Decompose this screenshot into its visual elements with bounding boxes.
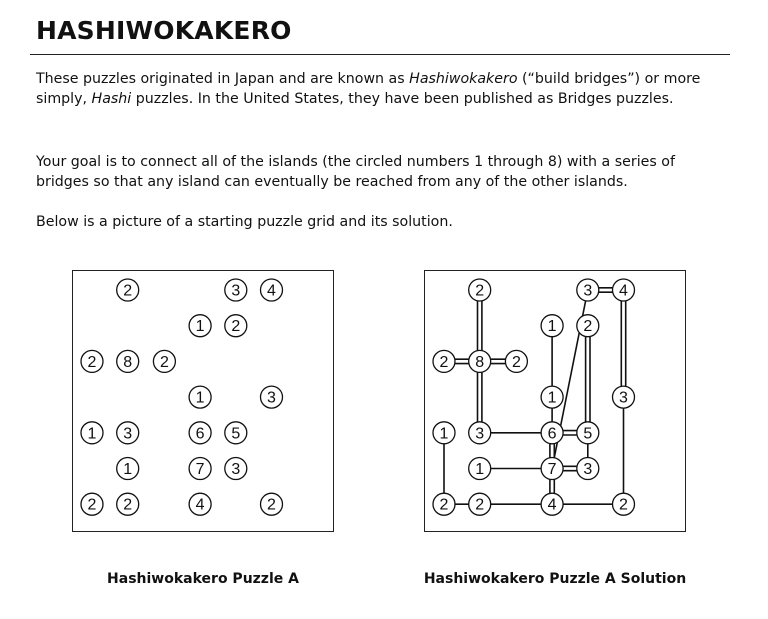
island-l xyxy=(117,422,139,444)
island-o xyxy=(117,458,139,480)
intro-paragraph-origin xyxy=(36,69,726,109)
island-g xyxy=(469,350,491,372)
solution-grid xyxy=(424,270,686,532)
island-b xyxy=(225,279,247,301)
island-number: 1 xyxy=(87,425,97,443)
island-p xyxy=(189,458,211,480)
island-number: 8 xyxy=(123,353,133,371)
island-q xyxy=(225,458,247,480)
island-number: 4 xyxy=(547,496,557,514)
island-number: 6 xyxy=(195,425,205,443)
island-r xyxy=(433,493,455,515)
island-number: 3 xyxy=(123,425,133,443)
island-number: 2 xyxy=(87,353,97,371)
island-e xyxy=(577,315,599,337)
island-number: 2 xyxy=(439,496,449,514)
island-number: 2 xyxy=(231,318,241,336)
island-e xyxy=(225,315,247,337)
island-h xyxy=(153,350,175,372)
island-number: 2 xyxy=(123,496,133,514)
island-number: 5 xyxy=(583,425,593,443)
island-number: 2 xyxy=(583,318,593,336)
island-q xyxy=(577,458,599,480)
island-number: 6 xyxy=(547,425,557,443)
island-number: 3 xyxy=(619,389,628,407)
title-divider xyxy=(30,54,730,55)
island-k xyxy=(433,422,455,444)
island-t xyxy=(541,493,563,515)
island-number: 4 xyxy=(267,282,276,300)
island-u xyxy=(613,493,635,515)
island-m xyxy=(541,422,563,444)
island-u xyxy=(261,493,283,515)
island-number: 1 xyxy=(547,389,557,407)
island-number: 1 xyxy=(547,318,557,336)
island-number: 3 xyxy=(583,282,593,300)
island-number: 2 xyxy=(475,496,485,514)
island-number: 2 xyxy=(439,353,449,371)
island-number: 3 xyxy=(267,389,276,407)
island-l xyxy=(469,422,491,444)
island-s xyxy=(469,493,491,515)
island-number: 8 xyxy=(475,353,485,371)
island-b xyxy=(577,279,599,301)
island-i xyxy=(189,386,211,408)
island-t xyxy=(189,493,211,515)
island-d xyxy=(189,315,211,337)
intro-paragraph-goal: Your goal is to connect all of the islands (the circled numbers 1 through 8) with a series of bridges so that any island can eventually be reached from any of the other islands. xyxy=(36,154,675,190)
island-number: 2 xyxy=(619,496,628,514)
island-number: 3 xyxy=(231,461,241,478)
island-k xyxy=(81,422,103,444)
island-number: 4 xyxy=(619,282,628,300)
island-number: 1 xyxy=(475,461,485,478)
island-o xyxy=(469,458,491,480)
island-number: 2 xyxy=(475,282,485,300)
intro-paragraph-below: Below is a picture of a starting puzzle grid and its solution. xyxy=(36,214,453,230)
island-number: 2 xyxy=(159,353,169,371)
island-number: 4 xyxy=(195,496,205,514)
puzzle-grid xyxy=(72,270,334,532)
intro-text: (“build bridges”) or more simply, xyxy=(36,71,701,107)
solution-grid-svg xyxy=(424,270,686,532)
island-f xyxy=(81,350,103,372)
island-number: 7 xyxy=(195,461,205,478)
page-title: HASHIWOKAKERO xyxy=(36,16,292,45)
island-number: 3 xyxy=(231,282,241,300)
island-p xyxy=(541,458,563,480)
island-number: 2 xyxy=(87,496,97,514)
puzzle-grid-svg xyxy=(72,270,334,532)
island-number: 3 xyxy=(583,461,593,478)
island-g xyxy=(117,350,139,372)
island-c xyxy=(261,279,283,301)
island-a xyxy=(469,279,491,301)
island-j xyxy=(261,386,283,408)
island-number: 7 xyxy=(547,461,557,478)
intro-text: puzzles. In the United States, they have been published as Bridges puzzles. xyxy=(131,91,674,107)
island-c xyxy=(613,279,635,301)
island-number: 2 xyxy=(511,353,521,371)
island-r xyxy=(81,493,103,515)
island-number: 1 xyxy=(195,389,205,407)
island-a xyxy=(117,279,139,301)
island-d xyxy=(541,315,563,337)
island-m xyxy=(189,422,211,444)
island-number: 3 xyxy=(475,425,485,443)
solution-caption: Hashiwokakero Puzzle A Solution xyxy=(423,571,687,587)
island-number: 2 xyxy=(123,282,133,300)
island-s xyxy=(117,493,139,515)
hashiwokakero-term: Hashiwokakero xyxy=(409,71,518,87)
island-n xyxy=(577,422,599,444)
puzzle-caption: Hashiwokakero Puzzle A xyxy=(107,571,299,587)
island-f xyxy=(433,350,455,372)
island-number: 1 xyxy=(439,425,449,443)
island-j xyxy=(613,386,635,408)
island-h xyxy=(505,350,527,372)
island-number: 1 xyxy=(123,461,133,478)
island-i xyxy=(541,386,563,408)
island-n xyxy=(225,422,247,444)
island-number: 2 xyxy=(267,496,276,514)
hashi-term: Hashi xyxy=(91,91,132,107)
intro-text: These puzzles originated in Japan and are known as xyxy=(36,71,410,87)
island-number: 5 xyxy=(231,425,241,443)
island-number: 1 xyxy=(195,318,205,336)
